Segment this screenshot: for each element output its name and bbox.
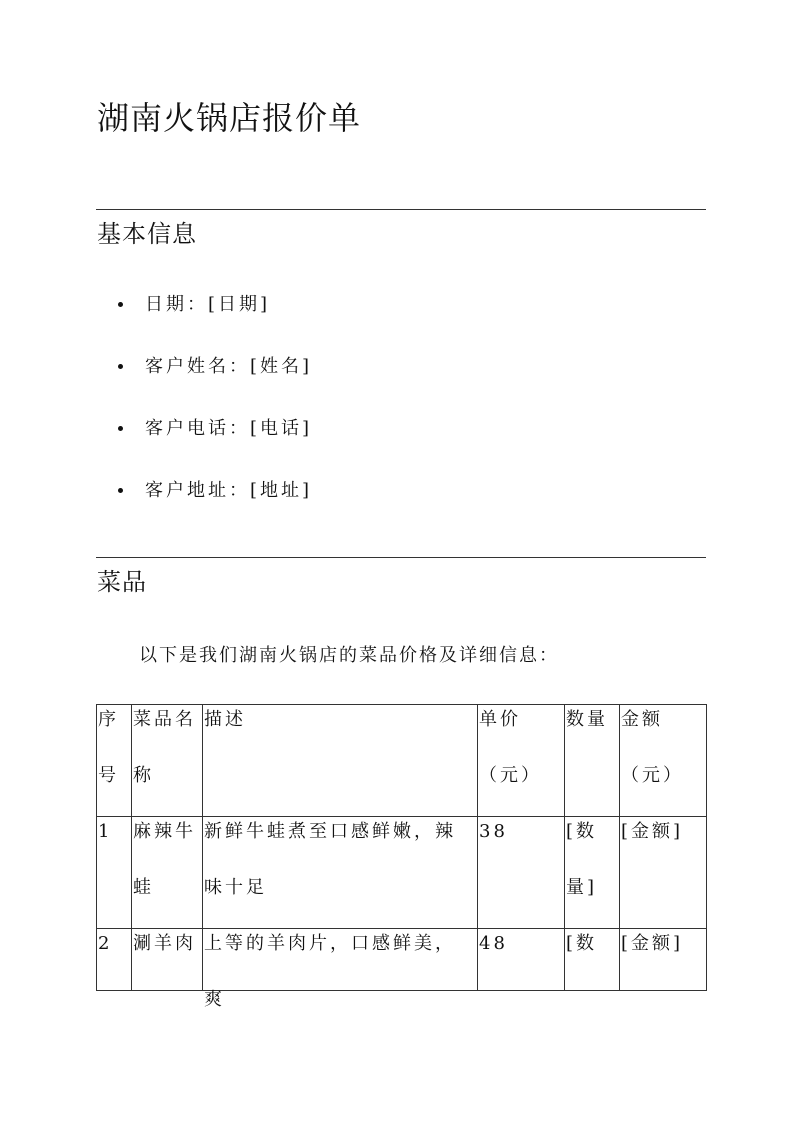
info-value-customer-name: [姓名] (250, 356, 313, 377)
info-label-customer-name: 客户姓名： (145, 356, 250, 377)
table-cell: 上等的羊肉片，口感鲜美，爽 (203, 929, 478, 991)
column-header-quantity: 数量 (565, 705, 620, 817)
bullet-icon (118, 364, 123, 369)
table-row (97, 817, 707, 929)
info-value-date: [日期] (208, 294, 271, 315)
column-header-unit-price: 单价（元） (478, 705, 565, 817)
section-heading-dishes: 菜品 (97, 568, 147, 596)
table-cell: 麻辣牛蛙 (132, 817, 203, 929)
list-item (118, 476, 312, 538)
info-value-customer-address: [地址] (250, 480, 313, 501)
table-row (97, 929, 707, 991)
table-header-row (97, 705, 707, 817)
table-cell: 38 (478, 817, 565, 929)
table-cell: [数 (565, 929, 620, 991)
table-cell: 48 (478, 929, 565, 991)
bullet-icon (118, 302, 123, 307)
column-header-amount: 金额（元） (620, 705, 707, 817)
table-cell: 新鲜牛蛙煮至口感鲜嫩，辣味十足 (203, 817, 478, 929)
column-header-index: 序号 (97, 705, 132, 817)
table-cell: [数量] (565, 817, 620, 929)
dishes-table (96, 704, 707, 1010)
page-title: 湖南火锅店报价单 (97, 99, 362, 137)
bullet-icon (118, 488, 123, 493)
info-label-customer-address: 客户地址： (145, 480, 250, 501)
column-header-description: 描述 (203, 705, 478, 817)
table-cell: [金额] (620, 929, 707, 991)
info-label-customer-phone: 客户电话： (145, 418, 250, 439)
section-heading-basic-info: 基本信息 (97, 220, 197, 248)
column-header-dish-name: 菜品名称 (132, 705, 203, 817)
section-divider (96, 209, 706, 210)
section-divider (96, 557, 706, 558)
info-label-date: 日期： (145, 294, 208, 315)
list-item (118, 414, 312, 476)
basic-info-list (118, 290, 312, 538)
dishes-intro-text: 以下是我们湖南火锅店的菜品价格及详细信息： (139, 645, 559, 666)
table-cell: 1 (97, 817, 132, 929)
table-cell: 2 (97, 929, 132, 991)
list-item (118, 352, 312, 414)
table-cell: 涮羊肉 (132, 929, 203, 991)
info-value-customer-phone: [电话] (250, 418, 313, 439)
list-item (118, 290, 312, 352)
bullet-icon (118, 426, 123, 431)
table-cell: [金额] (620, 817, 707, 929)
